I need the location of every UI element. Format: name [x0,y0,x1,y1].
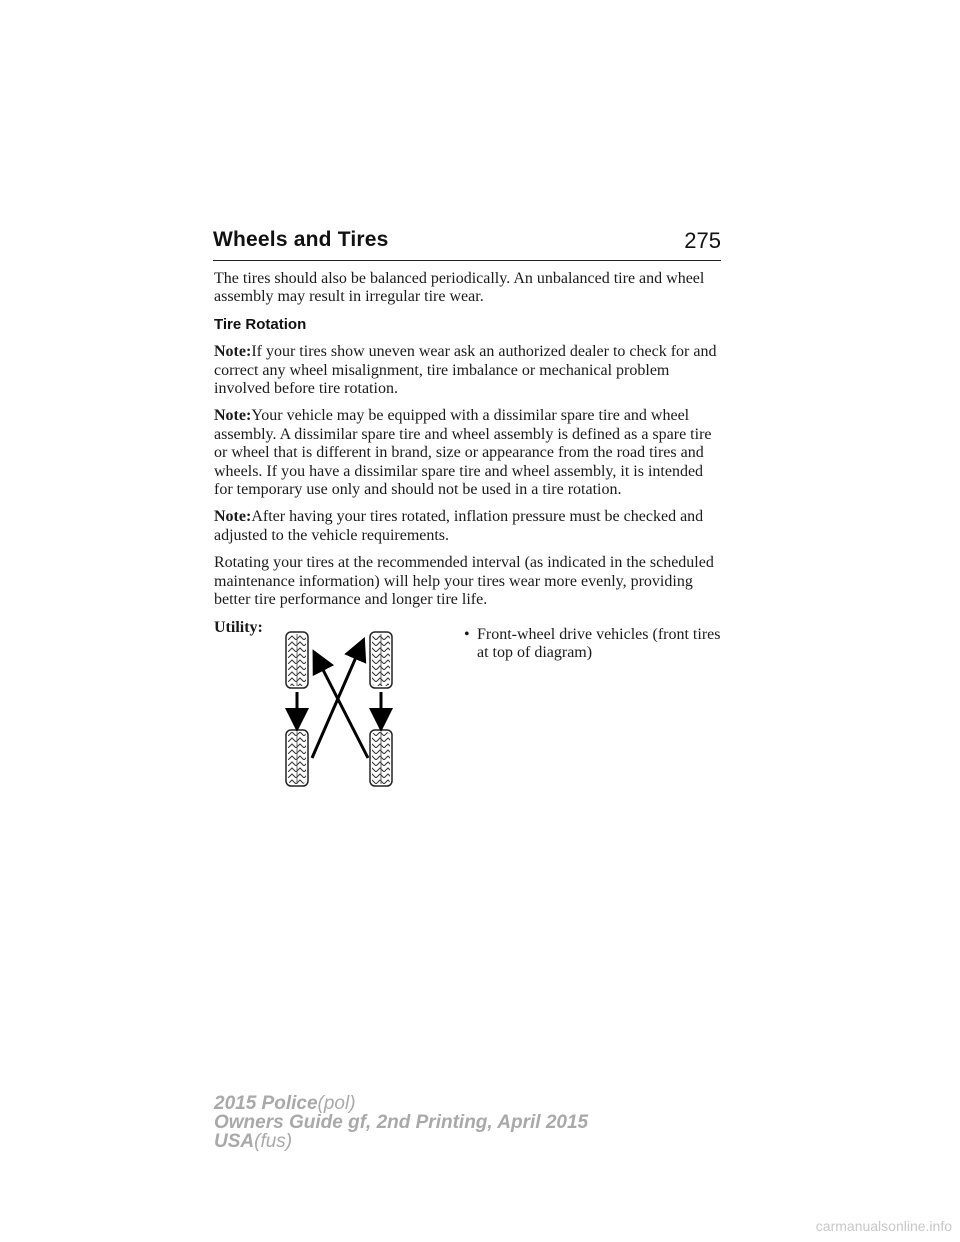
utility-label: Utility: [214,618,263,636]
footer-market: USA [214,1131,255,1152]
bullet-text: Front-wheel drive vehicles (front tires at top of diagram) [477,626,721,662]
front-right-tire [370,632,392,688]
footer-model: 2015 Police [214,1093,318,1114]
footer-line-3 [214,1132,588,1151]
balance-paragraph: The tires should also be balanced periodically. An unbalanced tire and wheel assembly may result in irregular tire wear. [214,270,705,306]
note-label: Note: [214,508,252,526]
watermark: carmanualsonline.info [815,1218,952,1234]
rear-left-tire [286,730,308,786]
page-number: 275 [684,228,721,253]
rotation-paragraph: Rotating your tires at the recommended interval (as indicated in the scheduled maintenance information) will help your tires wear more evenly, providing better tire performance and longer tire life. [214,554,714,609]
arrow-rear-right-to-front-left [318,660,368,758]
rear-right-tire [370,730,392,786]
note-label: Note: [214,343,252,361]
tire-rotation-diagram-icon [280,628,420,788]
note-text-2: Your vehicle may be equipped with a dissimilar spare tire and wheel assembly. A dissimilar spare tire and wheel assembly is defined as a spare tire or wheel that is different in brand, size or appearance from the road tires and wheels. If you have a dissimilar spare tire and wheel assembly, it is intended for temporary use only and should not be used in a tire rotation. [214,407,712,499]
tire-rotation-heading: Tire Rotation [214,315,307,333]
note-label: Note: [214,407,252,425]
front-left-tire [286,632,308,688]
body-text [214,270,724,646]
note-paragraph-2 [214,407,724,499]
footer-model-code: (pol) [317,1093,356,1114]
note-text-3: After having your tires rotated, inflation pressure must be checked and adjusted to the vehicle requirements. [214,508,704,544]
footer-market-code: (fus) [254,1131,293,1152]
note-paragraph-3 [214,508,724,545]
header-rule [213,260,721,261]
bullet-item [464,626,724,663]
note-paragraph-1 [214,343,724,398]
note-text-1: If your tires show uneven wear ask an authorized dealer to check for and correct any wheel misalignment, tire imbalance or mechanical problem involved before tire rotation. [214,343,717,398]
bullet-dot: • [464,626,470,643]
footer-line-1 [214,1094,588,1113]
page-header [213,228,721,262]
section-title: Wheels and Tires [213,228,389,251]
footer-line-2: Owners Guide gf, 2nd Printing, April 2015 [214,1112,589,1133]
page-footer [214,1094,588,1151]
